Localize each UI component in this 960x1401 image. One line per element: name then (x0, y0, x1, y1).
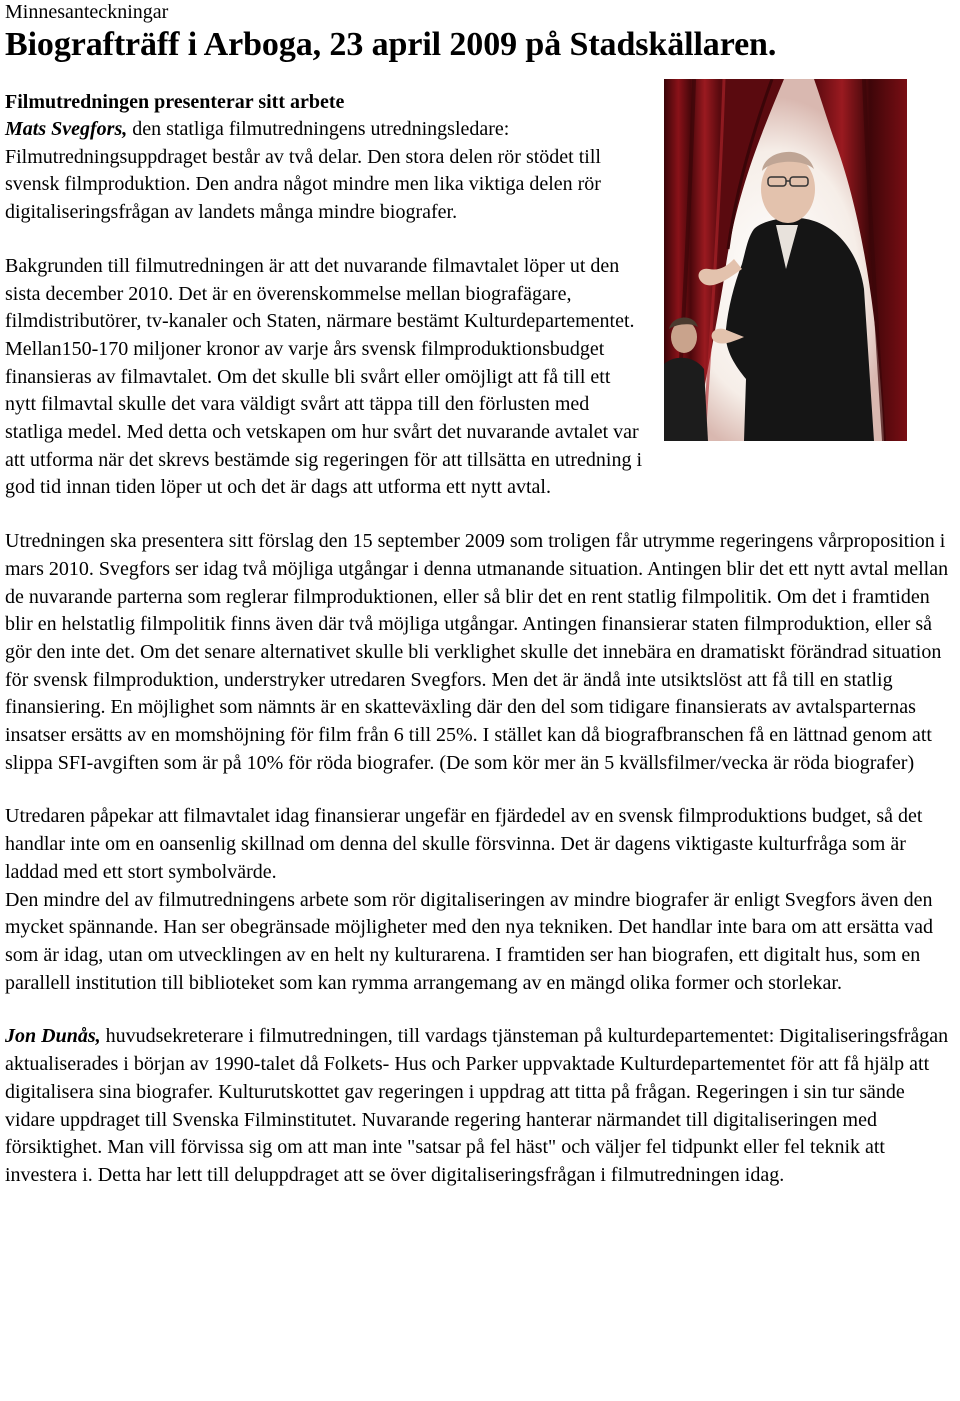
paragraph-1: Filmutredningsuppdraget består av två delar. Den stora delen rör stödet till svensk filmproduktion. Den andra något mindre men lika viktiga delen rör digitaliseringsfrågan av landets många mindre biografer. (5, 145, 601, 224)
speaker-role: den statliga filmutredningens utredningsledare: (127, 118, 510, 140)
paragraph-5: Den mindre del av filmutredningens arbete som rör digitaliseringen av mindre biografer är enligt Svegfors även den mycket spännande. Han ser obegränsade möjligheter med den nya tekniken. Det handlar inte bara om att ersätta vad som är idag, utan om utvecklingen av en helt ny kulturarena. I framtiden ser han biografen, ett digitalt hus, som en parallell institution till biblioteket som kan rymma arrangemang av en mängd olika former och storlekar. (5, 888, 933, 994)
speaker-photo-image (664, 79, 907, 441)
section-heading: Filmutredningen presenterar sitt arbete (5, 91, 345, 113)
speaker-photo (664, 79, 907, 441)
paragraph-6-text: huvudsekreterare i filmutredningen, till vardags tjänsteman på kulturdepartementet: Digitaliseringsfrågan aktualiserades i början av 1990-talet då Folkets- Hus och Parker uppvaktade Kulturdepartementet för att få hjälp att digitalisera sina biografer. Kulturutskottet gav regeringen i uppdrag att titta på frågan. Regeringen i sin tur sände vidare uppdraget till Svenska Filminstitutet. Nuvarande regering hanterar närmandet till digitaliseringen med försiktighet. Man vill förvissa sig om att man inte "satsar på fel häst" och väljer fel tidpunkt eller fel teknik att investera i. Detta har lett till deluppdraget att se över digitaliseringsfrågan i filmutredningen idag. (5, 1025, 949, 1186)
paragraph-4: Utredaren påpekar att filmavtalet idag finansierar ungefär en fjärdedel av en svensk filmproduktions budget, så det handlar inte om en oansenlig skillnad om denna del skulle försvinna. Det är dagens viktigaste kulturfråga som är laddad med ett stort symbolvärde. (5, 805, 923, 883)
document-kicker: Minnesanteckningar (5, 1, 169, 23)
document-title: Biografträff i Arboga, 23 april 2009 på Stadskällaren. (5, 26, 777, 63)
paragraph-6 (5, 1023, 955, 1189)
paragraph-3: Utredningen ska presentera sitt förslag den 15 september 2009 som troligen får utrymme regeringens vårproposition i mars 2010. Svegfors ser idag två möjliga utgångar i denna utmanande situation. Antingen blir det ett nytt avtal mellan de nuvarande parterna som reglerar filmproduktionen, eller så blir det en rent statlig filmpolitik. Om det i framtiden blir en helstatlig filmpolitik finns även där två möjliga utgångar. Antingen finansierar staten filmproduktion, eller så gör den inte det. Om det senare alternativet skulle bli verklighet skulle det innebära en dramatiskt förändrad situation för svensk filmproduktion, understryker utredaren Svegfors. Men det är ändå inte utsiktslöst att få till en statlig finansiering. En möjlighet som nämnts är en skatteväxling där den del som tidigare finansierats av avtalsparternas insatser ersätts av en momshöjning för film från 6 till 25%. I stället kan då biografbranschen få en lättnad genom att slippa SFI-avgiften som är på 10% för röda biografer. (De som kör mer än 5 kvällsfilmer/vecka är röda biografer) (5, 530, 949, 774)
speaker-name: Mats Svegfors, (5, 118, 128, 140)
speaker-name-2: Jon Dunås, (5, 1025, 101, 1048)
paragraph-2: Bakgrunden till filmutredningen är att det nuvarande filmavtalet löper ut den sista december 2010. Det är en överenskommelse mellan biografägare, filmdistributörer, tv-kanaler och Staten, närmare bestämt Kulturdepartementet. Mellan150-170 miljoner kronor av varje års svensk filmproduktionsbudget finansieras av filmavtalet. Om det skulle bli svårt eller omöjligt att få till ett nytt filmavtal skulle det vara väldigt svårt att täppa till den förlusten med statliga medel. Med detta och vetskapen om hur svårt det nuvarande avtalet var att utforma när det skrevs bestämde sig regeringen för att tillsätta en utredning i god tid innan tiden löper ut och det är dags att utforma ett nytt avtal. (5, 254, 643, 499)
